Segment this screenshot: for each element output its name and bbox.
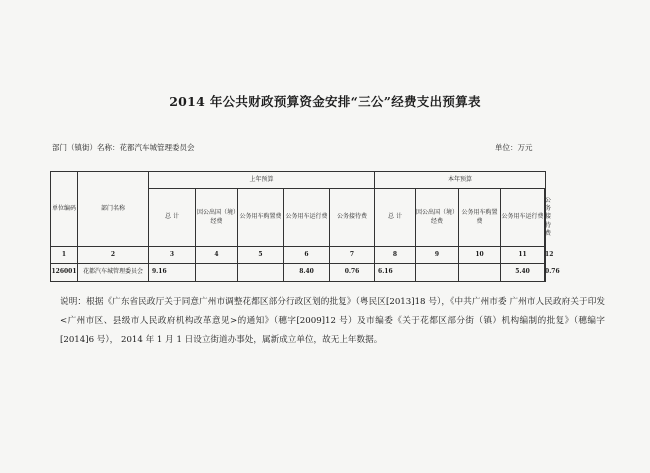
document-title: 2014 年公共财政预算资金安排“三公”经费支出预算表 — [169, 94, 481, 109]
col-number: 12 — [545, 247, 546, 264]
table-row — [51, 264, 546, 282]
col-number: 10 — [459, 247, 501, 264]
col-number: 3 — [149, 247, 196, 264]
explanatory-note: 说明：根据《广东省民政厅关于同意广州市调整花都区部分行政区划的批复》（粤民区[2013]18 号），《中共广州市委 广州市人民政府关于印发<广州市区、县级市人民政府机构改革意见>的通知》（穗字[2009]12 号）及市编委《关于花都区部分街（镇）机构编制的批复》（穗编字[2014]6 号）， 2014 年 1 月 1 日设立街道办事处，属新成立单位，故无上年数据。 — [60, 297, 605, 345]
header-curr-reception: 公务接待费 — [545, 189, 546, 247]
col-number: 7 — [330, 247, 375, 264]
column-number-row — [51, 247, 546, 264]
cell-curr-vehicle-operation: 5.40 — [501, 264, 545, 282]
header-curr-vehicle-purchase: 公务用车购置费 — [459, 189, 501, 247]
row-unit-code: 126001 — [51, 264, 78, 282]
header-prev-abroad: 因公出国（境）经费 — [196, 189, 238, 247]
cell-prev-total: 9.16 — [149, 264, 196, 282]
header-curr-vehicle-operation: 公务用车运行费 — [501, 189, 545, 247]
cell-prev-abroad — [196, 264, 238, 282]
cell-curr-total: 6.16 — [375, 264, 416, 282]
header-curr-total: 总 计 — [375, 189, 416, 247]
header-prev-reception: 公务接待费 — [330, 189, 375, 247]
header-unit-code: 单位编码 — [51, 172, 78, 247]
col-number: 6 — [284, 247, 330, 264]
budget-table — [50, 171, 560, 282]
col-number: 4 — [196, 247, 238, 264]
header-prev-vehicle-purchase: 公务用车购置费 — [238, 189, 284, 247]
header-curr-year: 本年预算 — [375, 172, 546, 189]
header-curr-abroad: 因公出国（境）经费 — [416, 189, 459, 247]
cell-curr-abroad — [416, 264, 459, 282]
col-number: 2 — [78, 247, 149, 264]
cell-prev-reception: 0.76 — [330, 264, 375, 282]
col-number: 8 — [375, 247, 416, 264]
header-prev-total: 总 计 — [149, 189, 196, 247]
header-prev-year: 上年预算 — [149, 172, 375, 189]
table-header-row-1 — [51, 172, 546, 189]
header-prev-vehicle-operation: 公务用车运行费 — [284, 189, 330, 247]
cell-curr-vehicle-purchase — [459, 264, 501, 282]
header-dept-name: 部门名称 — [78, 172, 149, 247]
cell-prev-vehicle-operation: 8.40 — [284, 264, 330, 282]
col-number: 11 — [501, 247, 545, 264]
row-dept-name: 花都汽车城管理委员会 — [78, 264, 149, 282]
department-line: 部门（镇街）名称：花都汽车城管理委员会 — [52, 143, 195, 152]
unit-line: 单位：万元 — [495, 143, 533, 152]
cell-prev-vehicle-purchase — [238, 264, 284, 282]
col-number: 9 — [416, 247, 459, 264]
cell-curr-reception: 0.76 — [545, 264, 546, 282]
col-number: 5 — [238, 247, 284, 264]
col-number: 1 — [51, 247, 78, 264]
